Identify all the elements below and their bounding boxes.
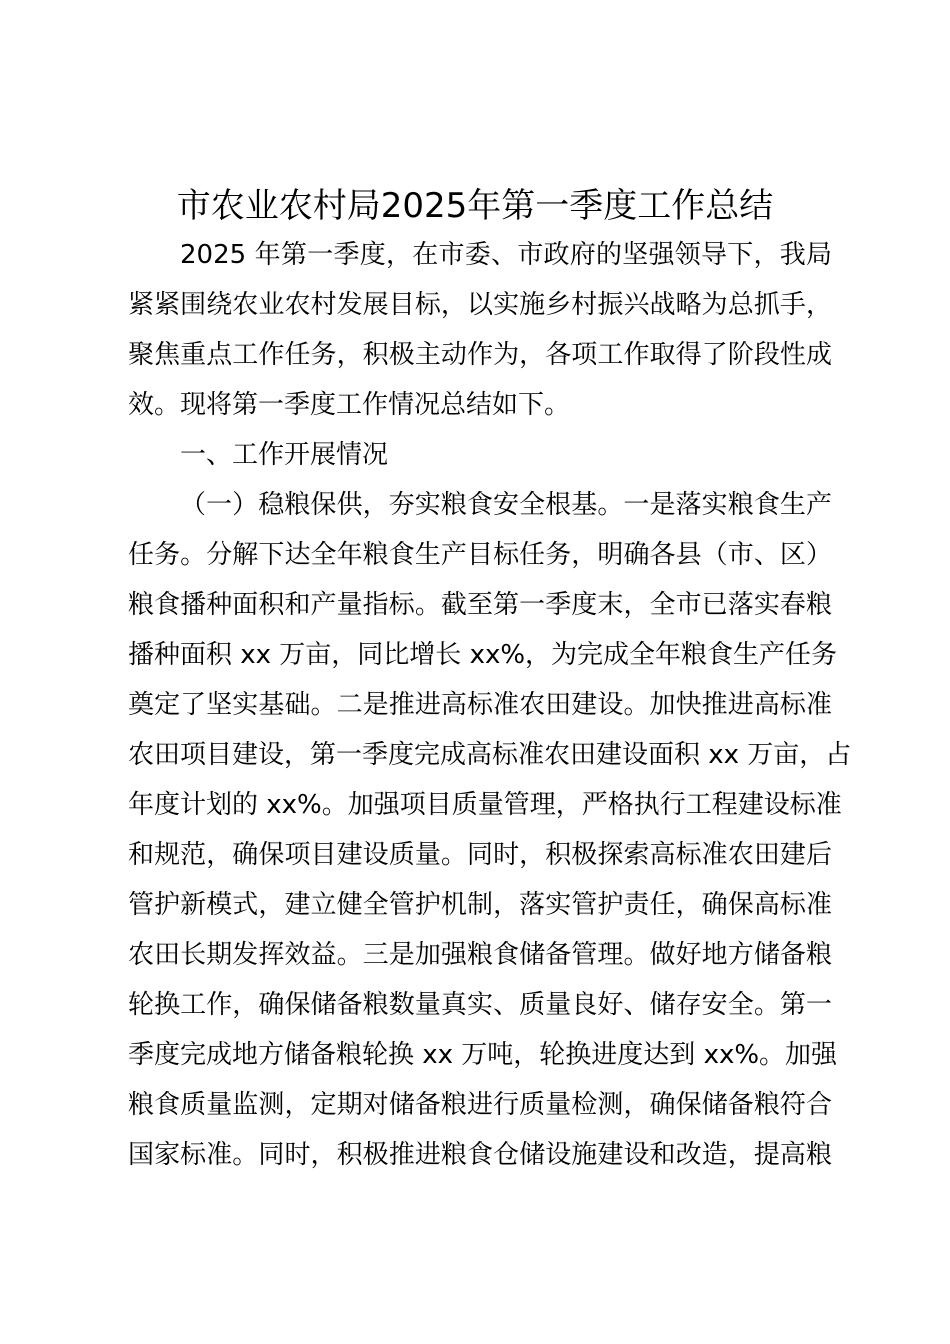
paragraph-line: 农田项目建设，第一季度完成高标准农田建设面积 xx 万亩，占: [128, 740, 852, 770]
document-title: 市农业农村局2025年第一季度工作总结: [176, 186, 774, 226]
paragraph-line: 和规范，确保项目建设质量。同时，积极探索高标准农田建后: [128, 840, 832, 870]
paragraph-line: 年度计划的 xx%。加强项目质量管理，严格执行工程建设标准: [128, 790, 842, 820]
paragraph-line: 聚焦重点工作任务，积极主动作为，各项工作取得了阶段性成: [128, 340, 832, 370]
paragraph-line: 2025 年第一季度，在市委、市政府的坚强领导下，我局: [180, 240, 832, 270]
section-heading-text: 一、工作开展情况: [180, 440, 389, 470]
paragraph-line: 奠定了坚实基础。二是推进高标准农田建设。加快推进高标准: [128, 690, 832, 720]
paragraph-line: 轮换工作，确保储备粮数量真实、质量良好、储存安全。第一: [128, 990, 832, 1020]
section-heading: [128, 430, 832, 480]
paragraph-line: 效。现将第一季度工作情况总结如下。: [128, 390, 571, 420]
paragraph-line: 紧紧围绕农业农村发展目标，以实施乡村振兴战略为总抓手，: [128, 290, 832, 320]
paragraph-line: 国家标准。同时，积极推进粮食仓储设施建设和改造，提高粮: [128, 1140, 832, 1170]
paragraph-line: 农田长期发挥效益。三是加强粮食储备管理。做好地方储备粮: [128, 940, 832, 970]
paragraph-line: 播种面积 xx 万亩，同比增长 xx%，为完成全年粮食生产任务: [128, 640, 838, 670]
paragraph-line: 粮食播种面积和产量指标。截至第一季度末，全市已落实春粮: [128, 590, 832, 620]
paragraph-line: 任务。分解下达全年粮食生产目标任务，明确各县（市、区）: [128, 540, 832, 570]
paragraph-line: 季度完成地方储备粮轮换 xx 万吨，轮换进度达到 xx%。加强: [128, 1040, 838, 1070]
paragraph-intro: [128, 230, 832, 430]
paragraph-line: 管护新模式，建立健全管护机制，落实管护责任，确保高标准: [128, 890, 832, 920]
document-body: [128, 230, 852, 1180]
paragraph-line: 粮食质量监测，定期对储备粮进行质量检测，确保储备粮符合: [128, 1090, 832, 1120]
paragraph-section-1-1: [128, 480, 852, 1180]
paragraph-line: （一）稳粮保供，夯实粮食安全根基。一是落实粮食生产: [180, 490, 832, 520]
